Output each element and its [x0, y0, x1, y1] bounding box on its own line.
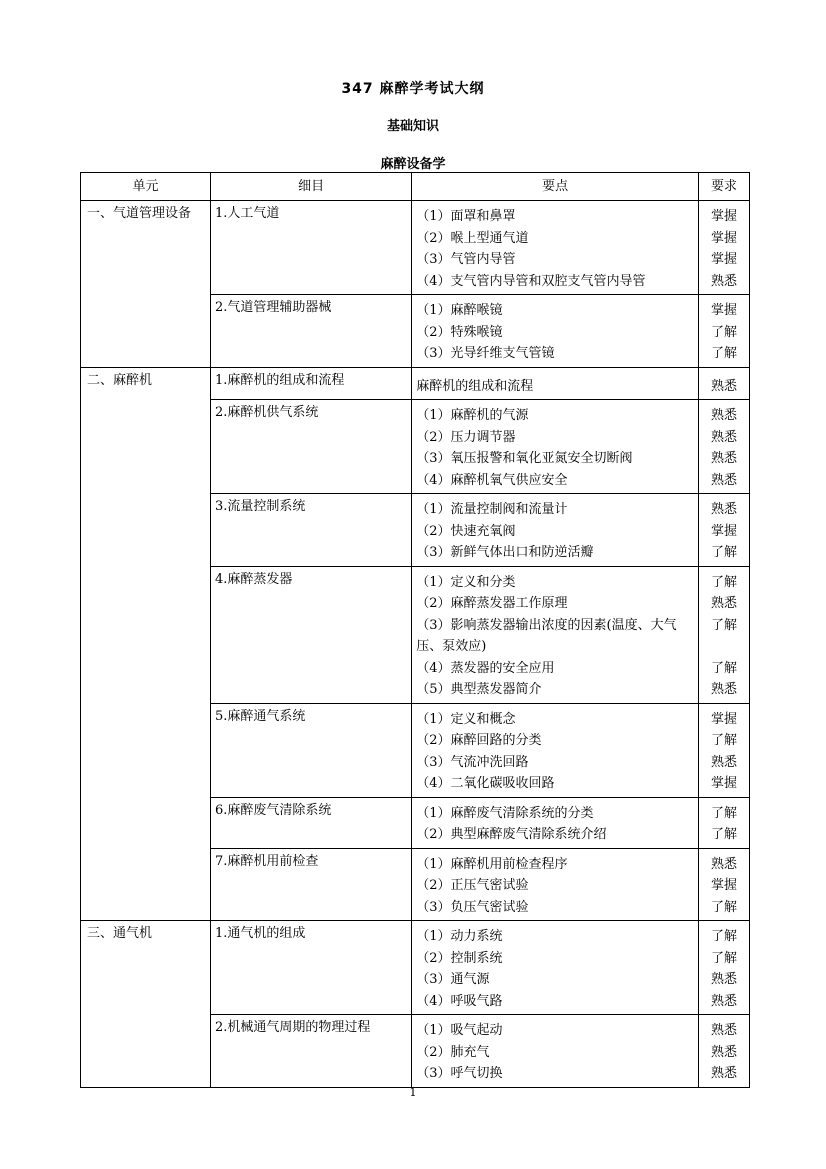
requirement-text: 了解 [711, 929, 738, 944]
requirement-cell [699, 921, 750, 1015]
requirement-text: 了解 [711, 660, 738, 676]
requirement-text: 熟悉 [711, 472, 738, 488]
points-cell [412, 848, 699, 921]
point-text: （4）支气管内导管和双腔支气管内导管 [416, 273, 646, 289]
requirement-cell [699, 797, 750, 848]
header-unit: 单元 [81, 173, 211, 201]
item-cell: 1.麻醉机的组成和流程 [210, 367, 411, 400]
table-row [81, 201, 750, 295]
table-row [81, 367, 750, 400]
item-cell: 7.麻醉机用前检查 [210, 848, 411, 921]
header-points: 要点 [412, 173, 699, 201]
requirement-text: 了解 [711, 899, 738, 915]
requirement-cell [699, 201, 750, 295]
points-cell [412, 494, 699, 567]
page-number: 1 [409, 1086, 417, 1099]
requirement-text: 熟悉 [711, 856, 738, 872]
point-text: （1）定义和概念 [416, 711, 516, 727]
item-cell: 6.麻醉废气清除系统 [210, 797, 411, 848]
point-text: （1）流量控制阀和流量计 [416, 502, 568, 517]
requirement-text: 熟悉 [711, 451, 738, 466]
point-text: （4）蒸发器的安全应用 [416, 660, 555, 676]
point-text: （3）呼气切换 [416, 1066, 503, 1081]
point-text: （1）吸气起动 [416, 1023, 503, 1038]
point-text: （3）光导纤维支气管镜 [416, 346, 555, 361]
points-cell [412, 400, 699, 494]
point-text: （4）呼吸气路 [416, 993, 503, 1009]
point-text: （1）麻醉机的气源 [416, 408, 529, 423]
point-text: （3）影响蒸发器输出浓度的因素(温度、大气压、泵效应) [416, 617, 677, 654]
requirement-text: 熟悉 [711, 972, 738, 987]
point-text: （3）气流冲洗回路 [416, 754, 529, 770]
table-row [81, 921, 750, 1015]
requirement-text: 掌握 [711, 252, 738, 267]
point-text: （2）喉上型通气道 [416, 230, 529, 246]
requirement-cell [699, 400, 750, 494]
point-text: （2）麻醉回路的分类 [416, 733, 542, 748]
point-text: （2）正压气密试验 [416, 878, 529, 893]
item-cell: 2.麻醉机供气系统 [210, 400, 411, 494]
point-text: （3）气管内导管 [416, 252, 516, 267]
requirement-text: 熟悉 [711, 1023, 738, 1038]
item-cell: 5.麻醉通气系统 [210, 703, 411, 797]
points-cell [412, 1015, 699, 1088]
requirement-text: 熟悉 [711, 754, 738, 770]
point-text: （3）新鲜气体出口和防逆活瓣 [416, 545, 594, 560]
requirement-text: 了解 [711, 733, 738, 748]
requirement-text: 掌握 [711, 209, 738, 224]
item-cell: 1.人工气道 [210, 201, 411, 295]
requirement-cell [699, 367, 750, 400]
points-cell [412, 566, 699, 703]
requirement-cell [699, 848, 750, 921]
requirement-text: 了解 [711, 827, 738, 842]
point-text: （1）定义和分类 [416, 574, 516, 590]
requirement-text: 熟悉 [711, 682, 738, 697]
requirement-cell [699, 703, 750, 797]
requirement-cell [699, 566, 750, 703]
document-subtitle: 基础知识 [386, 119, 439, 134]
requirement-text: 掌握 [711, 523, 738, 539]
requirement-text: 掌握 [711, 230, 738, 246]
point-text: （2）控制系统 [416, 950, 503, 966]
item-cell: 3.流量控制系统 [210, 494, 411, 567]
requirement-text: 熟悉 [711, 993, 738, 1009]
requirement-spacer [699, 636, 749, 658]
point-text: （2）麻醉蒸发器工作原理 [416, 596, 568, 611]
unit-cell: 一、气道管理设备 [81, 201, 211, 368]
requirement-text: 熟悉 [711, 502, 738, 517]
document-title: 347 麻醉学考试大纲 [341, 81, 485, 97]
requirement-cell [699, 295, 750, 368]
points-cell [412, 295, 699, 368]
table-body [81, 201, 750, 1088]
point-text: （1）麻醉喉镜 [416, 303, 503, 318]
points-cell [412, 797, 699, 848]
requirement-text: 熟悉 [711, 1066, 738, 1081]
requirement-text: 掌握 [711, 711, 738, 727]
item-cell: 2.气道管理辅助器械 [210, 295, 411, 368]
point-text: （3）氧压报警和氧化亚氮安全切断阀 [416, 451, 633, 466]
requirement-text: 了解 [711, 574, 738, 590]
header-item: 细目 [210, 173, 411, 201]
point-text: （4）二氧化碳吸收回路 [416, 776, 555, 791]
points-cell [412, 367, 699, 400]
point-text: （2）快速充氧阀 [416, 523, 516, 539]
point-text: （1）动力系统 [416, 929, 503, 944]
requirement-text: 熟悉 [711, 408, 738, 423]
item-cell: 4.麻醉蒸发器 [210, 566, 411, 703]
point-text: （1）麻醉废气清除系统的分类 [416, 805, 594, 821]
requirement-cell [699, 494, 750, 567]
requirement-text: 熟悉 [711, 378, 738, 394]
requirement-text: 熟悉 [711, 273, 738, 289]
requirement-text: 了解 [711, 617, 738, 633]
requirement-text: 掌握 [711, 776, 738, 791]
point-text: （4）麻醉机氧气供应安全 [416, 472, 568, 488]
requirement-text: 了解 [711, 950, 738, 966]
requirement-text: 了解 [711, 324, 738, 340]
requirement-text: 熟悉 [711, 1044, 738, 1060]
requirement-text: 了解 [711, 346, 738, 361]
point-text: （2）特殊喉镜 [416, 324, 503, 340]
point-text: （1）面罩和鼻罩 [416, 209, 516, 224]
point-text: （2）压力调节器 [416, 429, 516, 445]
unit-cell: 二、麻醉机 [81, 367, 211, 921]
point-text: （2）典型麻醉废气清除系统介绍 [416, 827, 607, 842]
requirement-text: 熟悉 [711, 596, 738, 611]
section-title: 麻醉设备学 [380, 157, 446, 172]
unit-cell: 三、通气机 [81, 921, 211, 1088]
item-cell: 1.通气机的组成 [210, 921, 411, 1015]
requirement-text: 熟悉 [711, 429, 738, 445]
item-cell: 2.机械通气周期的物理过程 [210, 1015, 411, 1088]
point-text: （3）负压气密试验 [416, 899, 529, 915]
point-text: （5）典型蒸发器简介 [416, 682, 542, 697]
points-cell [412, 201, 699, 295]
points-cell [412, 703, 699, 797]
requirement-text: 掌握 [711, 878, 738, 893]
point-text: （3）通气源 [416, 972, 490, 987]
requirement-text: 了解 [711, 805, 738, 821]
requirement-text: 了解 [711, 545, 738, 560]
point-text: （2）肺充气 [416, 1044, 490, 1060]
table-header-row [81, 173, 750, 201]
requirement-text: 掌握 [711, 303, 738, 318]
requirement-cell [699, 1015, 750, 1088]
header-requirement: 要求 [699, 173, 750, 201]
point-text: （1）麻醉机用前检查程序 [416, 856, 568, 872]
point-text: 麻醉机的组成和流程 [416, 378, 534, 394]
syllabus-table [80, 172, 750, 1088]
points-cell [412, 921, 699, 1015]
